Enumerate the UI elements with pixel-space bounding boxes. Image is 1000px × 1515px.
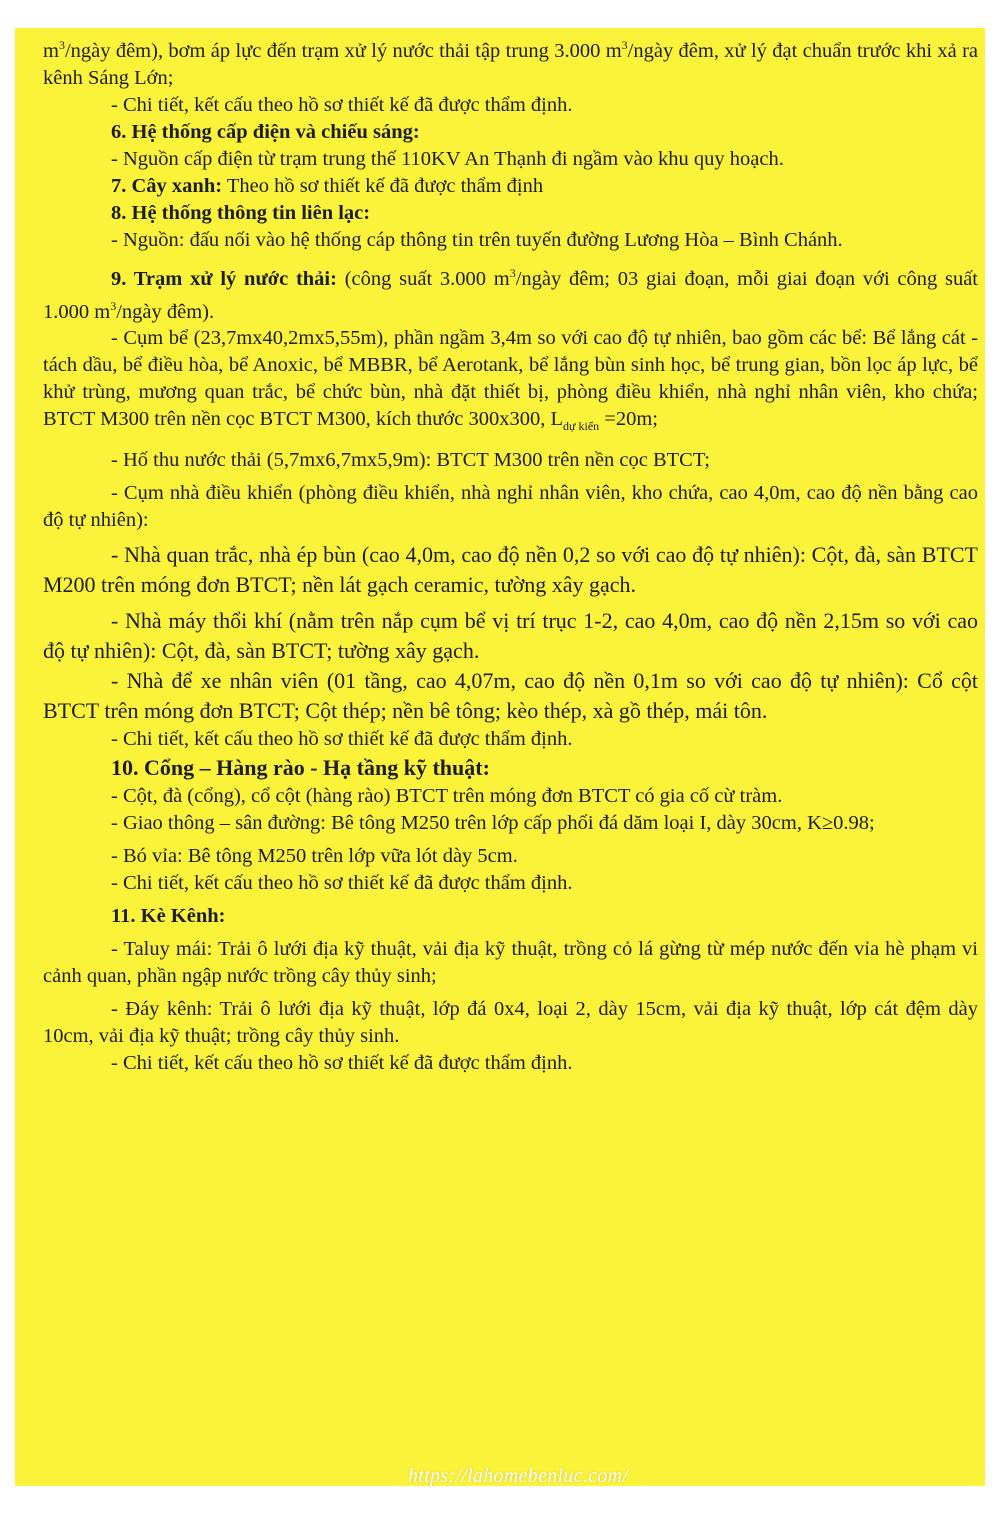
slope-line: - Taluy mái: Trải ô lưới địa kỹ thuật, vải địa kỹ thuật, trồng cỏ lá gừng từ mép nước đến vỉa hè phạm vi cảnh quan, phần ngập nước trồng cây thủy sinh; — [43, 937, 978, 987]
text: /ngày đêm), bơm áp lực đến trạm xử lý nước thải tập trung 3.000 m — [64, 39, 622, 62]
text: (công suất 3.000 m — [336, 267, 510, 290]
heading-7 — [43, 173, 978, 200]
detail-line: - Chi tiết, kết cấu theo hồ sơ thiết kế đã được thẩm định. — [111, 727, 573, 750]
detail-line: - Chi tiết, kết cấu theo hồ sơ thiết kế đã được thẩm định. — [111, 93, 573, 116]
heading-tail: Theo hồ sơ thiết kế đã được thẩm định — [222, 174, 544, 197]
control-house-line: - Cụm nhà điều khiển (phòng điều khiển, nhà nghỉ nhân viên, kho chứa, cao 4,0m, cao độ nền bằng cao độ tự nhiên): — [43, 481, 978, 531]
tank-cluster-line — [43, 325, 978, 440]
text: - Cụm bể (23,7mx40,2mx5,55m), phần ngầm 3,4m so với cao độ tự nhiên, bao gồm các bể: Bể lắng cát - tách dầu, bể điều hòa, bể Anoxic, bể MBBR, bể Aerotank, bể lắng bùn sinh học, bể trung gian, bồn lọc áp lực, bể khử trùng, mương quan trắc, bể chức bùn, nhà đặt thiết bị, phòng điều khiển, nhà nghỉ nhân viên, kho chứa; BTCT M300 trên nền cọc BTCT M300, kích thước 300x300, L — [43, 327, 978, 431]
superscript: 3 — [110, 298, 117, 313]
parking-house-line: - Nhà để xe nhân viên (01 tầng, cao 4,07m, cao độ nền 0,1m so với cao độ tự nhiên): Cổ cột BTCT trên móng đơn BTCT; Cột thép; nền bê tông; kèo thép, xà gồ thép, mái tôn. — [43, 667, 978, 723]
superscript: 3 — [58, 38, 65, 52]
comm-source-line: - Nguồn: đấu nối vào hệ thống cáp thông tin trên tuyến đường Lương Hòa – Bình Chánh. — [111, 228, 843, 251]
heading-text: 6. Hệ thống cấp điện và chiếu sáng: — [111, 120, 420, 143]
text-unit: m — [43, 39, 59, 62]
power-source-line: - Nguồn cấp điện từ trạm trung thế 110KV An Thạnh đi ngầm vào khu quy hoạch. — [111, 147, 784, 170]
curb-line: - Bó vỉa: Bê tông M250 trên lớp vữa lót dày 5cm. — [111, 844, 518, 867]
text: /ngày đêm; 03 giai đoạn, mỗi giai đoạn với công suất 1.000 m — [43, 267, 979, 323]
heading-8 — [43, 200, 978, 227]
superscript: 3 — [509, 265, 516, 280]
blower-house-line: - Nhà máy thổi khí (nằm trên nắp cụm bể vị trí trục 1-2, cao 4,0m, cao độ nền 2,15m so với cao độ tự nhiên): Cột, đà, sàn BTCT; tường xây gạch. — [43, 607, 978, 663]
heading-text: 10. Cổng – Hàng rào - Hạ tầng kỹ thuật: — [111, 754, 490, 780]
subscript: dự kiến — [562, 419, 600, 434]
document-body — [43, 32, 978, 1077]
heading-6 — [43, 119, 978, 146]
heading-11 — [43, 903, 978, 930]
canal-bottom-line: - Đáy kênh: Trải ô lưới địa kỹ thuật, lớp đá 0x4, loại 2, dày 15cm, vải địa kỹ thuật, lớp cát đệm dày 10cm, vải địa kỹ thuật; trồng cây thủy sinh. — [43, 997, 978, 1047]
heading-10 — [43, 753, 978, 783]
heading-text: 11. Kè Kênh: — [111, 904, 226, 927]
heading-text: 7. Cây xanh: — [111, 174, 223, 197]
text: /ngày đêm). — [116, 300, 215, 323]
document-page — [15, 28, 985, 1486]
sump-line: - Hố thu nước thải (5,7mx6,7mx5,9m): BTCT M300 trên nền cọc BTCT; — [111, 448, 710, 471]
detail-line: - Chi tiết, kết cấu theo hồ sơ thiết kế đã được thẩm định. — [111, 871, 573, 894]
gate-line: - Cột, đà (cổng), cổ cột (hàng rào) BTCT trên móng đơn BTCT có gia cố cừ tràm. — [111, 784, 783, 807]
heading-9 — [43, 260, 978, 326]
monitoring-house-line: - Nhà quan trắc, nhà ép bùn (cao 4,0m, cao độ nền 0,2 so với cao độ tự nhiên): Cột, đà, sàn BTCT M200 trên móng đơn BTCT; nền lát gạch ceramic, tường xây gạch. — [43, 541, 978, 597]
heading-text: 9. Trạm xử lý nước thải: — [111, 267, 337, 290]
text: =20m; — [599, 408, 658, 431]
detail-line: - Chi tiết, kết cấu theo hồ sơ thiết kế đã được thẩm định. — [111, 1051, 573, 1074]
superscript: 3 — [621, 38, 628, 52]
paragraph-drainage-end — [43, 32, 978, 92]
heading-text: 8. Hệ thống thông tin liên lạc: — [111, 201, 371, 224]
watermark-url: https://lahomebenluc.com/ — [408, 1465, 629, 1487]
text: /ngày đêm, xử lý đạt chuẩn trước khi xả ra kênh Sáng Lớn; — [43, 39, 978, 89]
traffic-line: - Giao thông – sân đường: Bê tông M250 trên lớp cấp phối đá dăm loại I, dày 30cm, K≥0.98; — [111, 811, 875, 834]
